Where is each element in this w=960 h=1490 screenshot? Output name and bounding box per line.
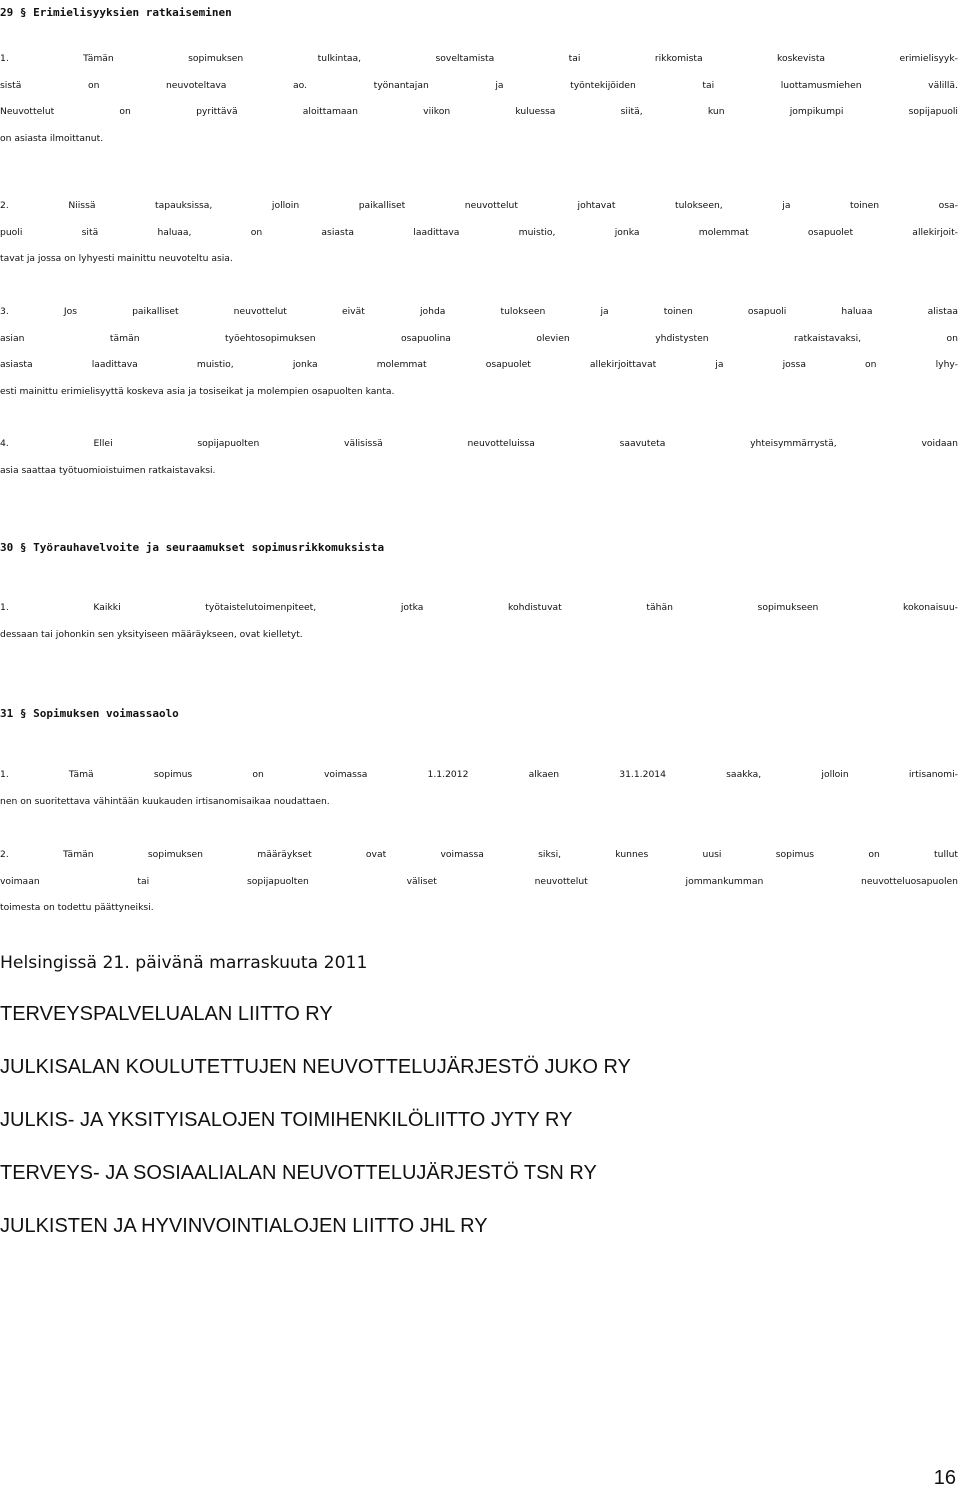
text-line: esti mainittu erimielisyyttä koskeva asia ja tosiseikat ja molempien osapuolten kanta. [0,385,395,397]
text-line: nen on suoritettava vähintään kuukauden irtisanomisaikaa noudattaen. [0,795,330,807]
signatory-organization: JULKISALAN KOULUTETTUJEN NEUVOTTELUJÄRJESTÖ JUKO RY [0,1056,631,1078]
text-line: 1. Tämä sopimus on voimassa 1.1.2012 alkaen 31.1.2014 saakka, jolloin irtisanomi- [0,769,958,780]
section-30-paragraph-1 [0,595,958,648]
text-line: voimaan tai sopijapuolten väliset neuvottelut jommankumman neuvotteluosapuolen [0,875,958,887]
text-line: 4. Ellei sopijapuolten välisissä neuvotteluissa saavuteta yhteisymmärrystä, voidaan [0,438,958,449]
text-line: 1. Kaikki työtaistelutoimenpiteet, jotka kohdistuvat tähän sopimukseen kokonaisuu- [0,602,958,613]
section-31-heading: 31 § Sopimuksen voimassaolo [0,707,179,720]
text-line: sistä on neuvoteltava ao. työnantajan ja työntekijöiden tai luottamusmiehen välillä. [0,79,958,91]
text-line: toimesta on todettu päättyneiksi. [0,902,154,914]
text-line: 2. Niissä tapauksissa, jolloin paikalliset neuvottelut johtavat tulokseen, ja toinen osa- [0,200,958,211]
section-29-heading: 29 § Erimielisyyksien ratkaiseminen [0,6,232,19]
section-29-paragraph-1 [0,46,958,152]
page-number: 16 [933,1467,956,1489]
signatory-organization: TERVEYS- JA SOSIAALIALAN NEUVOTTELUJÄRJESTÖ TSN RY [0,1162,597,1184]
text-line: Neuvottelut on pyrittävä aloittamaan viikon kuluessa siitä, kun jompikumpi sopijapuoli [0,106,958,118]
text-line: asia saattaa työtuomioistuimen ratkaistavaksi. [0,464,216,476]
signatory-organization: JULKIS- JA YKSITYISALOJEN TOIMIHENKILÖLIITTO JYTY RY [0,1109,573,1131]
section-31-paragraph-1 [0,762,958,815]
text-line: tavat ja jossa on lyhyesti mainittu neuvoteltu asia. [0,253,233,265]
text-line: 2. Tämän sopimuksen määräykset ovat voimassa siksi, kunnes uusi sopimus on tullut [0,849,958,860]
signatory-organization: JULKISTEN JA HYVINVOINTIALOJEN LIITTO JHL RY [0,1215,488,1237]
text-line: 1. Tämän sopimuksen tulkintaa, soveltamista tai rikkomista koskevista erimielisyyk- [0,53,958,64]
text-line: asian tämän työehtosopimuksen osapuolina olevien yhdistysten ratkaistavaksi, on [0,332,958,344]
text-line: on asiasta ilmoittanut. [0,132,104,144]
section-29-paragraph-2 [0,193,958,273]
section-29-paragraph-4 [0,431,958,484]
section-29-paragraph-3 [0,299,958,405]
place-and-date: Helsingissä 21. päivänä marraskuuta 2011 [0,953,368,973]
text-line: 3. Jos paikalliset neuvottelut eivät johda tulokseen ja toinen osapuoli haluaa alistaa [0,306,958,317]
section-31-paragraph-2 [0,842,958,922]
text-line: dessaan tai johonkin sen yksityiseen määräykseen, ovat kielletyt. [0,628,303,640]
section-30-heading: 30 § Työrauhavelvoite ja seuraamukset sopimusrikkomuksista [0,541,385,554]
text-line: puoli sitä haluaa, on asiasta laadittava muistio, jonka molemmat osapuolet allekirjoit- [0,226,958,238]
text-line: asiasta laadittava muistio, jonka molemmat osapuolet allekirjoittavat ja jossa on lyhy- [0,359,958,371]
signatory-organization: TERVEYSPALVELUALAN LIITTO RY [0,1003,333,1025]
